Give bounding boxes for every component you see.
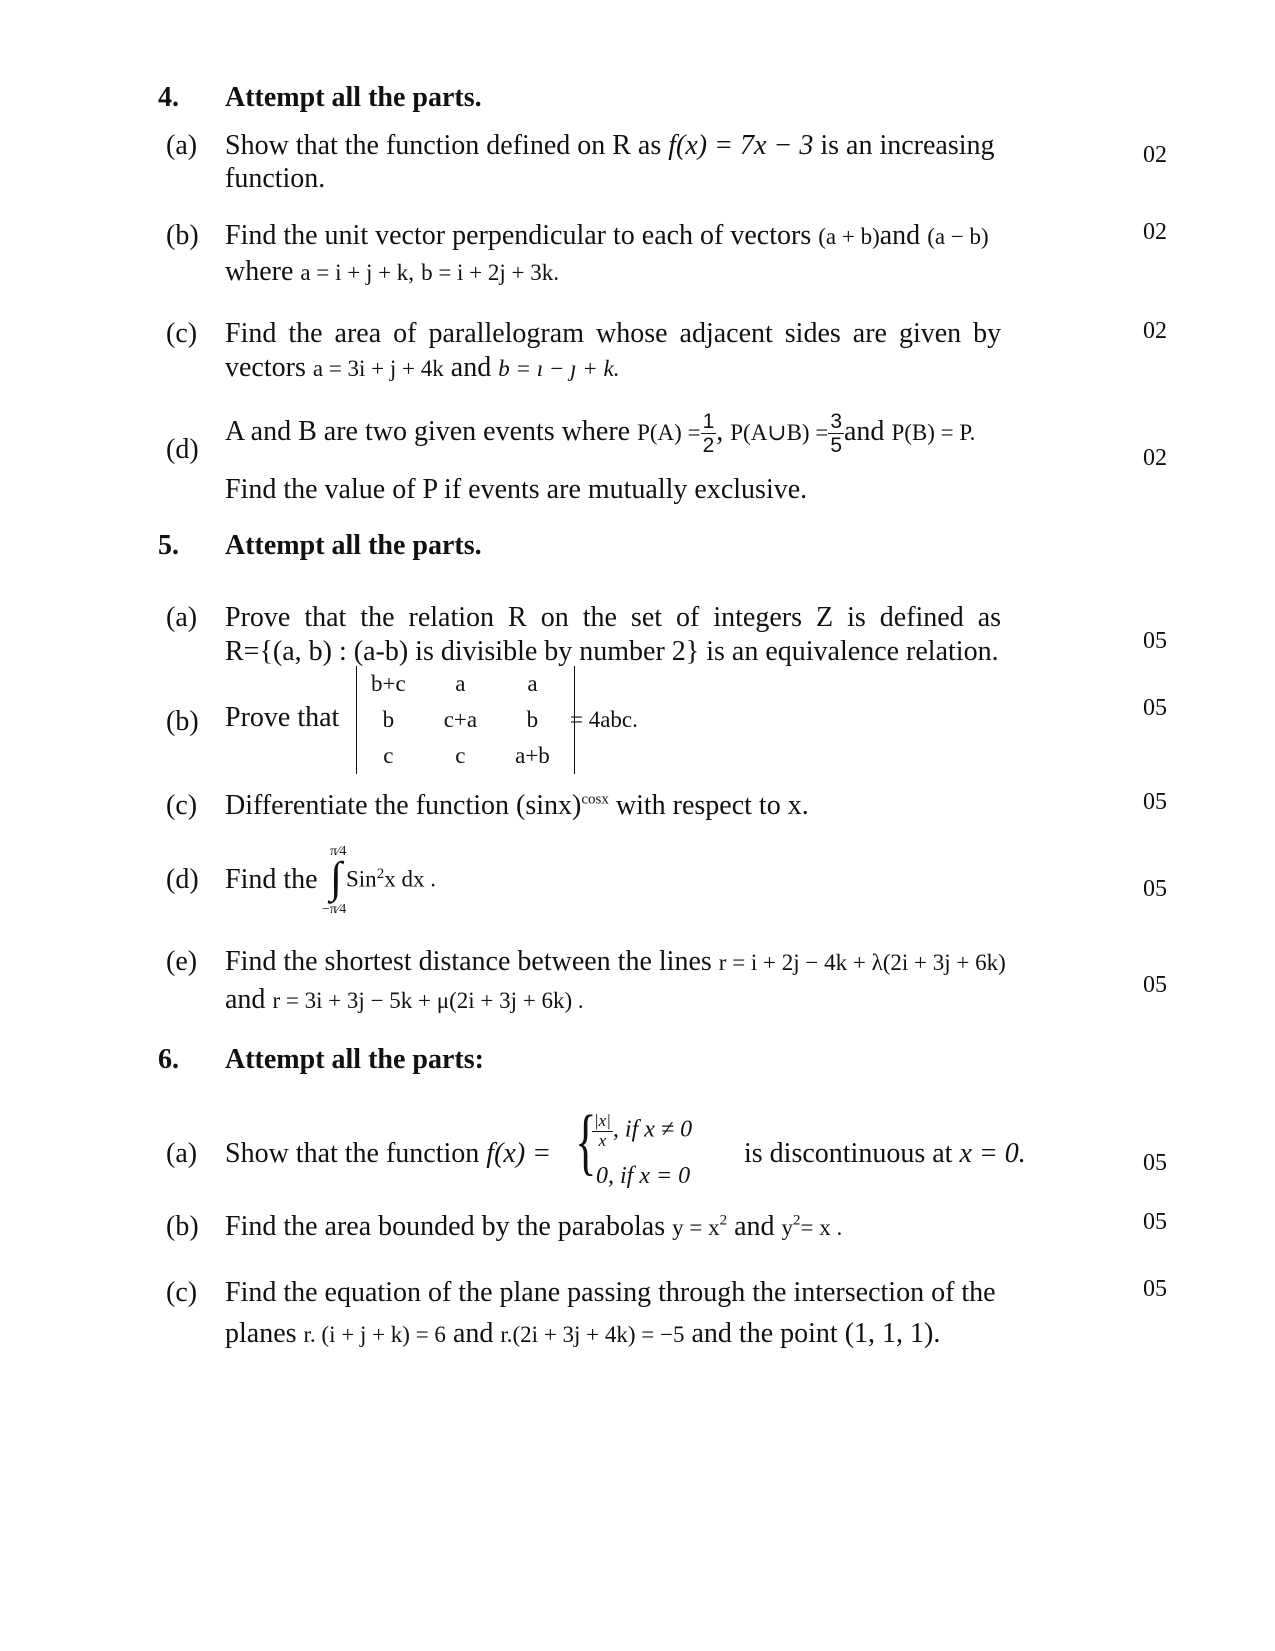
det-cell: a — [527, 671, 538, 696]
section-4-number: 4. — [158, 82, 179, 113]
q4a-text: Show that the function defined on R as f(x) = 7x − 3 is an increasing — [225, 130, 995, 161]
q4b-text: Find the unit vector perpendicular to each of vectors (a + b)and (a − b) — [225, 220, 989, 251]
q4a-marks: 02 — [1143, 142, 1167, 168]
det-cell: a+b — [515, 743, 550, 768]
q6b-marks: 05 — [1143, 1209, 1167, 1235]
q6b-text: Find the area bounded by the parabolas $y = x^2$ and $y^2= x$ . — [225, 1211, 843, 1242]
section-5-heading: Attempt all the parts. — [225, 530, 482, 561]
q6c-line2: planes r. (i + j + k) = 6 and r.(2i + 3j + 4k) = −5 and the point (1, 1, 1). — [225, 1318, 941, 1349]
q4a-line2: function. — [225, 163, 326, 194]
q4c-marks: 02 — [1143, 318, 1167, 344]
det-cell: c — [383, 743, 394, 768]
q4a-label: (a) — [166, 130, 198, 161]
q4d-line2: Find the value of P if events are mutually exclusive. — [225, 474, 808, 505]
q5a-line2: R={(a, b) : (a-b) is divisible by number 2} is an equivalence relation. — [225, 636, 999, 667]
det-cell: c — [455, 743, 466, 768]
q5d-lower-limit: −π⁄4 — [322, 902, 347, 917]
q5d-integrand: Sin$^2$x dx . — [346, 866, 436, 892]
q5b-pre: Prove that — [225, 702, 340, 733]
section-6-heading: Attempt all the parts: — [225, 1044, 484, 1075]
integral-sign-icon: ∫ — [330, 853, 343, 902]
det-cell: c+a — [443, 707, 478, 732]
section-5-number: 5. — [158, 530, 179, 561]
q5e-marks: 05 — [1143, 972, 1167, 998]
det-cell: a — [455, 671, 466, 696]
q5a-text: Prove that the relation R on the set of integers Z is defined as — [225, 602, 1002, 633]
det-cell: b+c — [371, 671, 406, 696]
q4c-label: (c) — [166, 318, 198, 349]
det-cell: b — [526, 707, 539, 732]
q6c-text: Find the equation of the plane passing through the intersection of the — [225, 1277, 996, 1308]
q5d-marks: 05 — [1143, 876, 1167, 902]
q5d-pre: Find the — [225, 864, 318, 895]
q4c-line2: vectors a = 3i + j + 4k and b = ı − ȷ + k. — [225, 352, 620, 383]
q4d-marks: 02 — [1143, 445, 1167, 471]
q5e-line2: and r = 3i + 3j − 5k + μ(2i + 3j + 6k) . — [225, 984, 584, 1015]
q4b-line2: where a = i + j + k, b = i + 2j + 3k. — [225, 256, 560, 287]
det-cell: b — [382, 707, 395, 732]
q5c-text: Differentiate the function $(\sin x)^{cosx}$ with respect to x. — [225, 790, 809, 821]
q6a-post: is discontinuous at x = 0. — [744, 1138, 1026, 1169]
q6a-marks: 05 — [1143, 1150, 1167, 1176]
q5c-marks: 05 — [1143, 789, 1167, 815]
q6a-case2: 0, if x = 0 — [596, 1163, 691, 1189]
q5a-marks: 05 — [1143, 628, 1167, 654]
q6c-label: (c) — [166, 1277, 198, 1308]
q4c-text: Find the area of parallelogram whose adjacent sides are given by — [225, 318, 1002, 349]
q5e-text: Find the shortest distance between the lines r = i + 2j − 4k + λ(2i + 3j + 6k) — [225, 946, 1006, 977]
section-6-number: 6. — [158, 1044, 179, 1075]
q5e-label: (e) — [166, 946, 198, 977]
q5d-label: (d) — [166, 864, 199, 895]
q6a-pre: Show that the function f(x) = — [225, 1138, 552, 1169]
q4d-text: A and B are two given events where P(A) = $\frac{1}{2}$ , P(A∪B) = $\frac{3}{5}$ and P(B) = P. — [225, 410, 976, 458]
q6a-case1: $\frac{|x|}{x}$ , if x ≠ 0 — [594, 1111, 693, 1150]
q4b-marks: 02 — [1143, 219, 1167, 245]
q5b-label: (b) — [166, 706, 199, 737]
section-4-heading: Attempt all the parts. — [225, 82, 482, 113]
q5b-post: = 4abc. — [570, 707, 638, 732]
q5d-upper-limit: π⁄4 — [330, 844, 347, 859]
q5a-label: (a) — [166, 602, 198, 633]
brace-icon: { — [575, 1101, 597, 1183]
q4b-label: (b) — [166, 220, 199, 251]
q5b-determinant — [356, 666, 575, 774]
q4d-label: (d) — [166, 434, 199, 465]
q6b-label: (b) — [166, 1211, 199, 1242]
q5b-marks: 05 — [1143, 695, 1167, 721]
q6a-label: (a) — [166, 1138, 198, 1169]
q6c-marks: 05 — [1143, 1276, 1167, 1302]
q5c-label: (c) — [166, 790, 198, 821]
